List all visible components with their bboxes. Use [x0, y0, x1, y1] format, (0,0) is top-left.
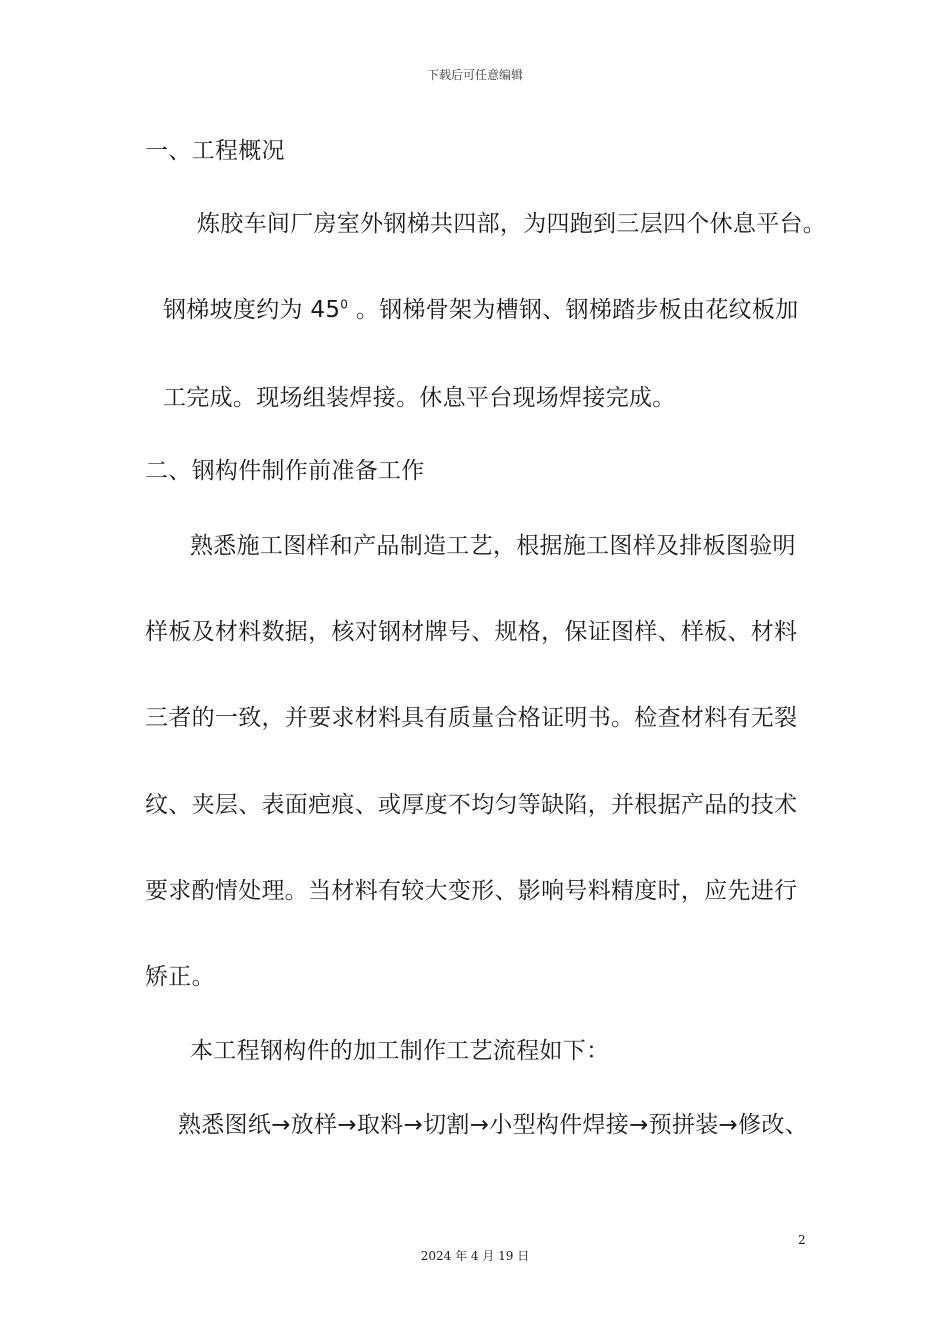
text-segment: 钢梯坡度约为 45: [163, 297, 341, 323]
text-segment: 。钢梯骨架为槽钢、钢梯踏步板由花纹板加: [348, 297, 799, 323]
paragraph-line: 炼胶车间厂房室外钢梯共四部，为四跑到三层四个休息平台。: [197, 211, 827, 237]
paragraph-line: [163, 295, 799, 325]
paragraph-line: 熟悉施工图样和产品制造工艺，根据施工图样及排板图验明: [190, 533, 796, 559]
page-number: 2: [798, 1233, 806, 1247]
page-footer-date: 2024 年 4 月 19 日: [420, 1249, 530, 1263]
paragraph-line: 矫正。: [145, 964, 215, 990]
paragraph-line: 纹、夹层、表面疤痕、或厚度不均匀等缺陷，并根据产品的技术: [145, 792, 798, 818]
paragraph-line: 熟悉图纸→放样→取料→切割→小型构件焊接→预拼装→修改、: [178, 1112, 809, 1138]
section-1-heading: 一、工程概况: [145, 138, 285, 164]
paragraph-line: 工完成。现场组装焊接。休息平台现场焊接完成。: [163, 385, 676, 411]
degree-superscript: 0: [340, 297, 349, 312]
paragraph-line: 要求酌情处理。当材料有较大变形、影响号料精度时，应先进行: [145, 878, 798, 904]
paragraph-line: 本工程钢构件的加工制作工艺流程如下：: [190, 1038, 610, 1064]
page-header: 下载后可任意编辑: [426, 68, 523, 82]
paragraph-line: 三者的一致，并要求材料具有质量合格证明书。检查材料有无裂: [145, 705, 798, 731]
section-2-heading: 二、钢构件制作前准备工作: [145, 458, 425, 484]
paragraph-line: 样板及材料数据，核对钢材牌号、规格，保证图样、样板、材料: [145, 619, 798, 645]
